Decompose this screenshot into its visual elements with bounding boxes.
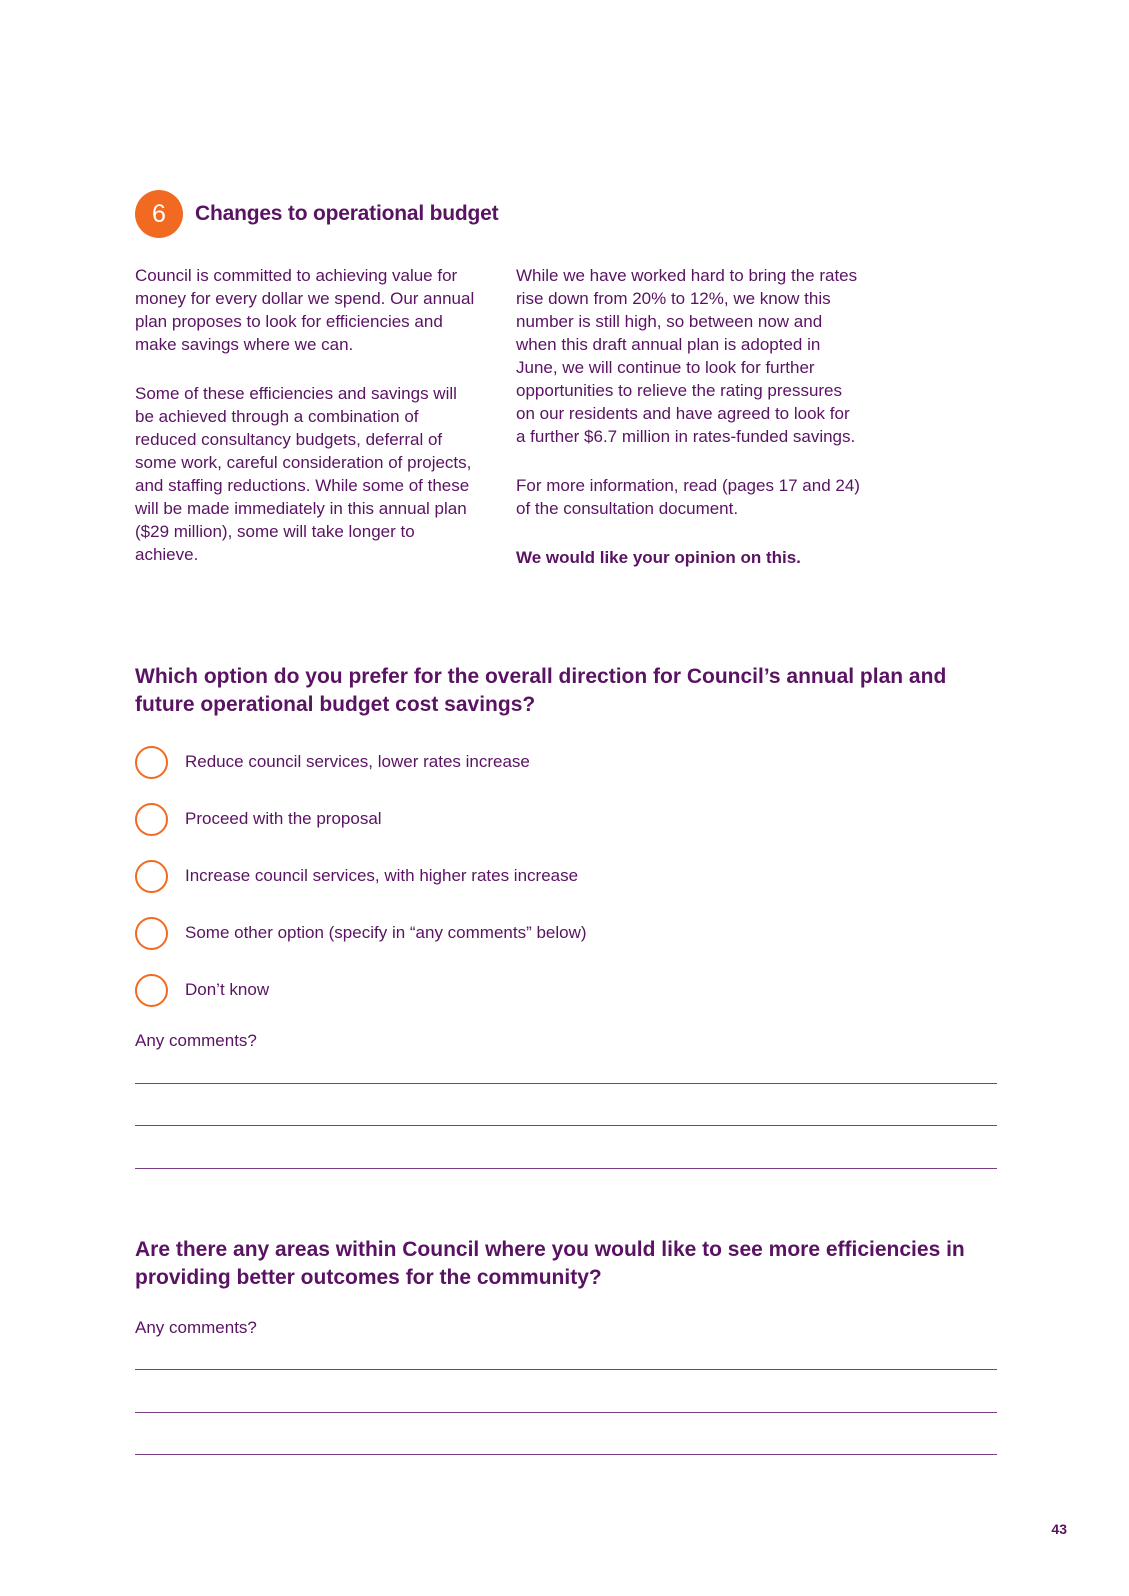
intro-paragraph: For more information, read (pages 17 and 24) of the consultation document. [516, 476, 860, 518]
intro-paragraph: Some of these efficiencies and savings will be achieved through a combination of reduced consultancy budgets, deferral of some work, careful consideration of projects, and staffing reductions. While some of these will be made immediately in this annual plan ($29 million), some will take longer to achieve. [135, 384, 472, 564]
comment-line[interactable] [135, 1454, 997, 1455]
section-title: Changes to operational budget [195, 202, 499, 225]
intro-paragraph: While we have worked hard to bring the rates rise down from 20% to 12%, we know this number is still high, so between now and when this draft annual plan is adopted in June, we will continue to look for further opportunities to relieve the rating pressures on our residents and have agreed to look for a further $6.7 million in rates-funded savings. [516, 266, 858, 446]
radio-button[interactable] [135, 860, 168, 893]
page-number: 43 [1051, 1521, 1067, 1537]
comment-line[interactable] [135, 1083, 997, 1084]
radio-button[interactable] [135, 917, 168, 950]
option-label: Increase council services, with higher rates increase [185, 866, 579, 885]
option-increase-services[interactable] [135, 856, 935, 896]
option-dont-know[interactable] [135, 970, 935, 1010]
section-number-badge: 6 [135, 190, 183, 238]
option-reduce-services[interactable] [135, 742, 935, 782]
question-1-heading: Which option do you prefer for the overall direction for Council’s annual plan and future operational budget cost savings? [135, 665, 947, 716]
question-2-heading: Are there any areas within Council where you would like to see more efficiencies in providing better outcomes for the community? [135, 1238, 965, 1289]
question-1-comments-label: Any comments? [135, 1031, 257, 1050]
radio-button[interactable] [135, 803, 168, 836]
intro-left-column [135, 264, 480, 592]
comment-line[interactable] [135, 1412, 997, 1413]
intro-paragraph: Council is committed to achieving value for money for every dollar we spend. Our annual plan proposes to look for efficiencies and make savings where we can. [135, 266, 475, 354]
option-label: Proceed with the proposal [185, 809, 382, 828]
option-label: Reduce council services, lower rates increase [185, 752, 530, 771]
question-2-comments-label: Any comments? [135, 1318, 257, 1337]
option-label: Some other option (specify in “any comments” below) [185, 923, 587, 942]
question-1-options [135, 742, 935, 1027]
comment-line[interactable] [135, 1168, 997, 1169]
section-header [135, 190, 498, 238]
intro-right-column [516, 264, 861, 595]
call-to-action: We would like your opinion on this. [516, 548, 801, 567]
option-other[interactable] [135, 913, 935, 953]
option-proceed-proposal[interactable] [135, 799, 935, 839]
option-label: Don’t know [185, 980, 270, 999]
comment-line[interactable] [135, 1369, 997, 1370]
comment-line[interactable] [135, 1125, 997, 1126]
radio-button[interactable] [135, 746, 168, 779]
radio-button[interactable] [135, 974, 168, 1007]
